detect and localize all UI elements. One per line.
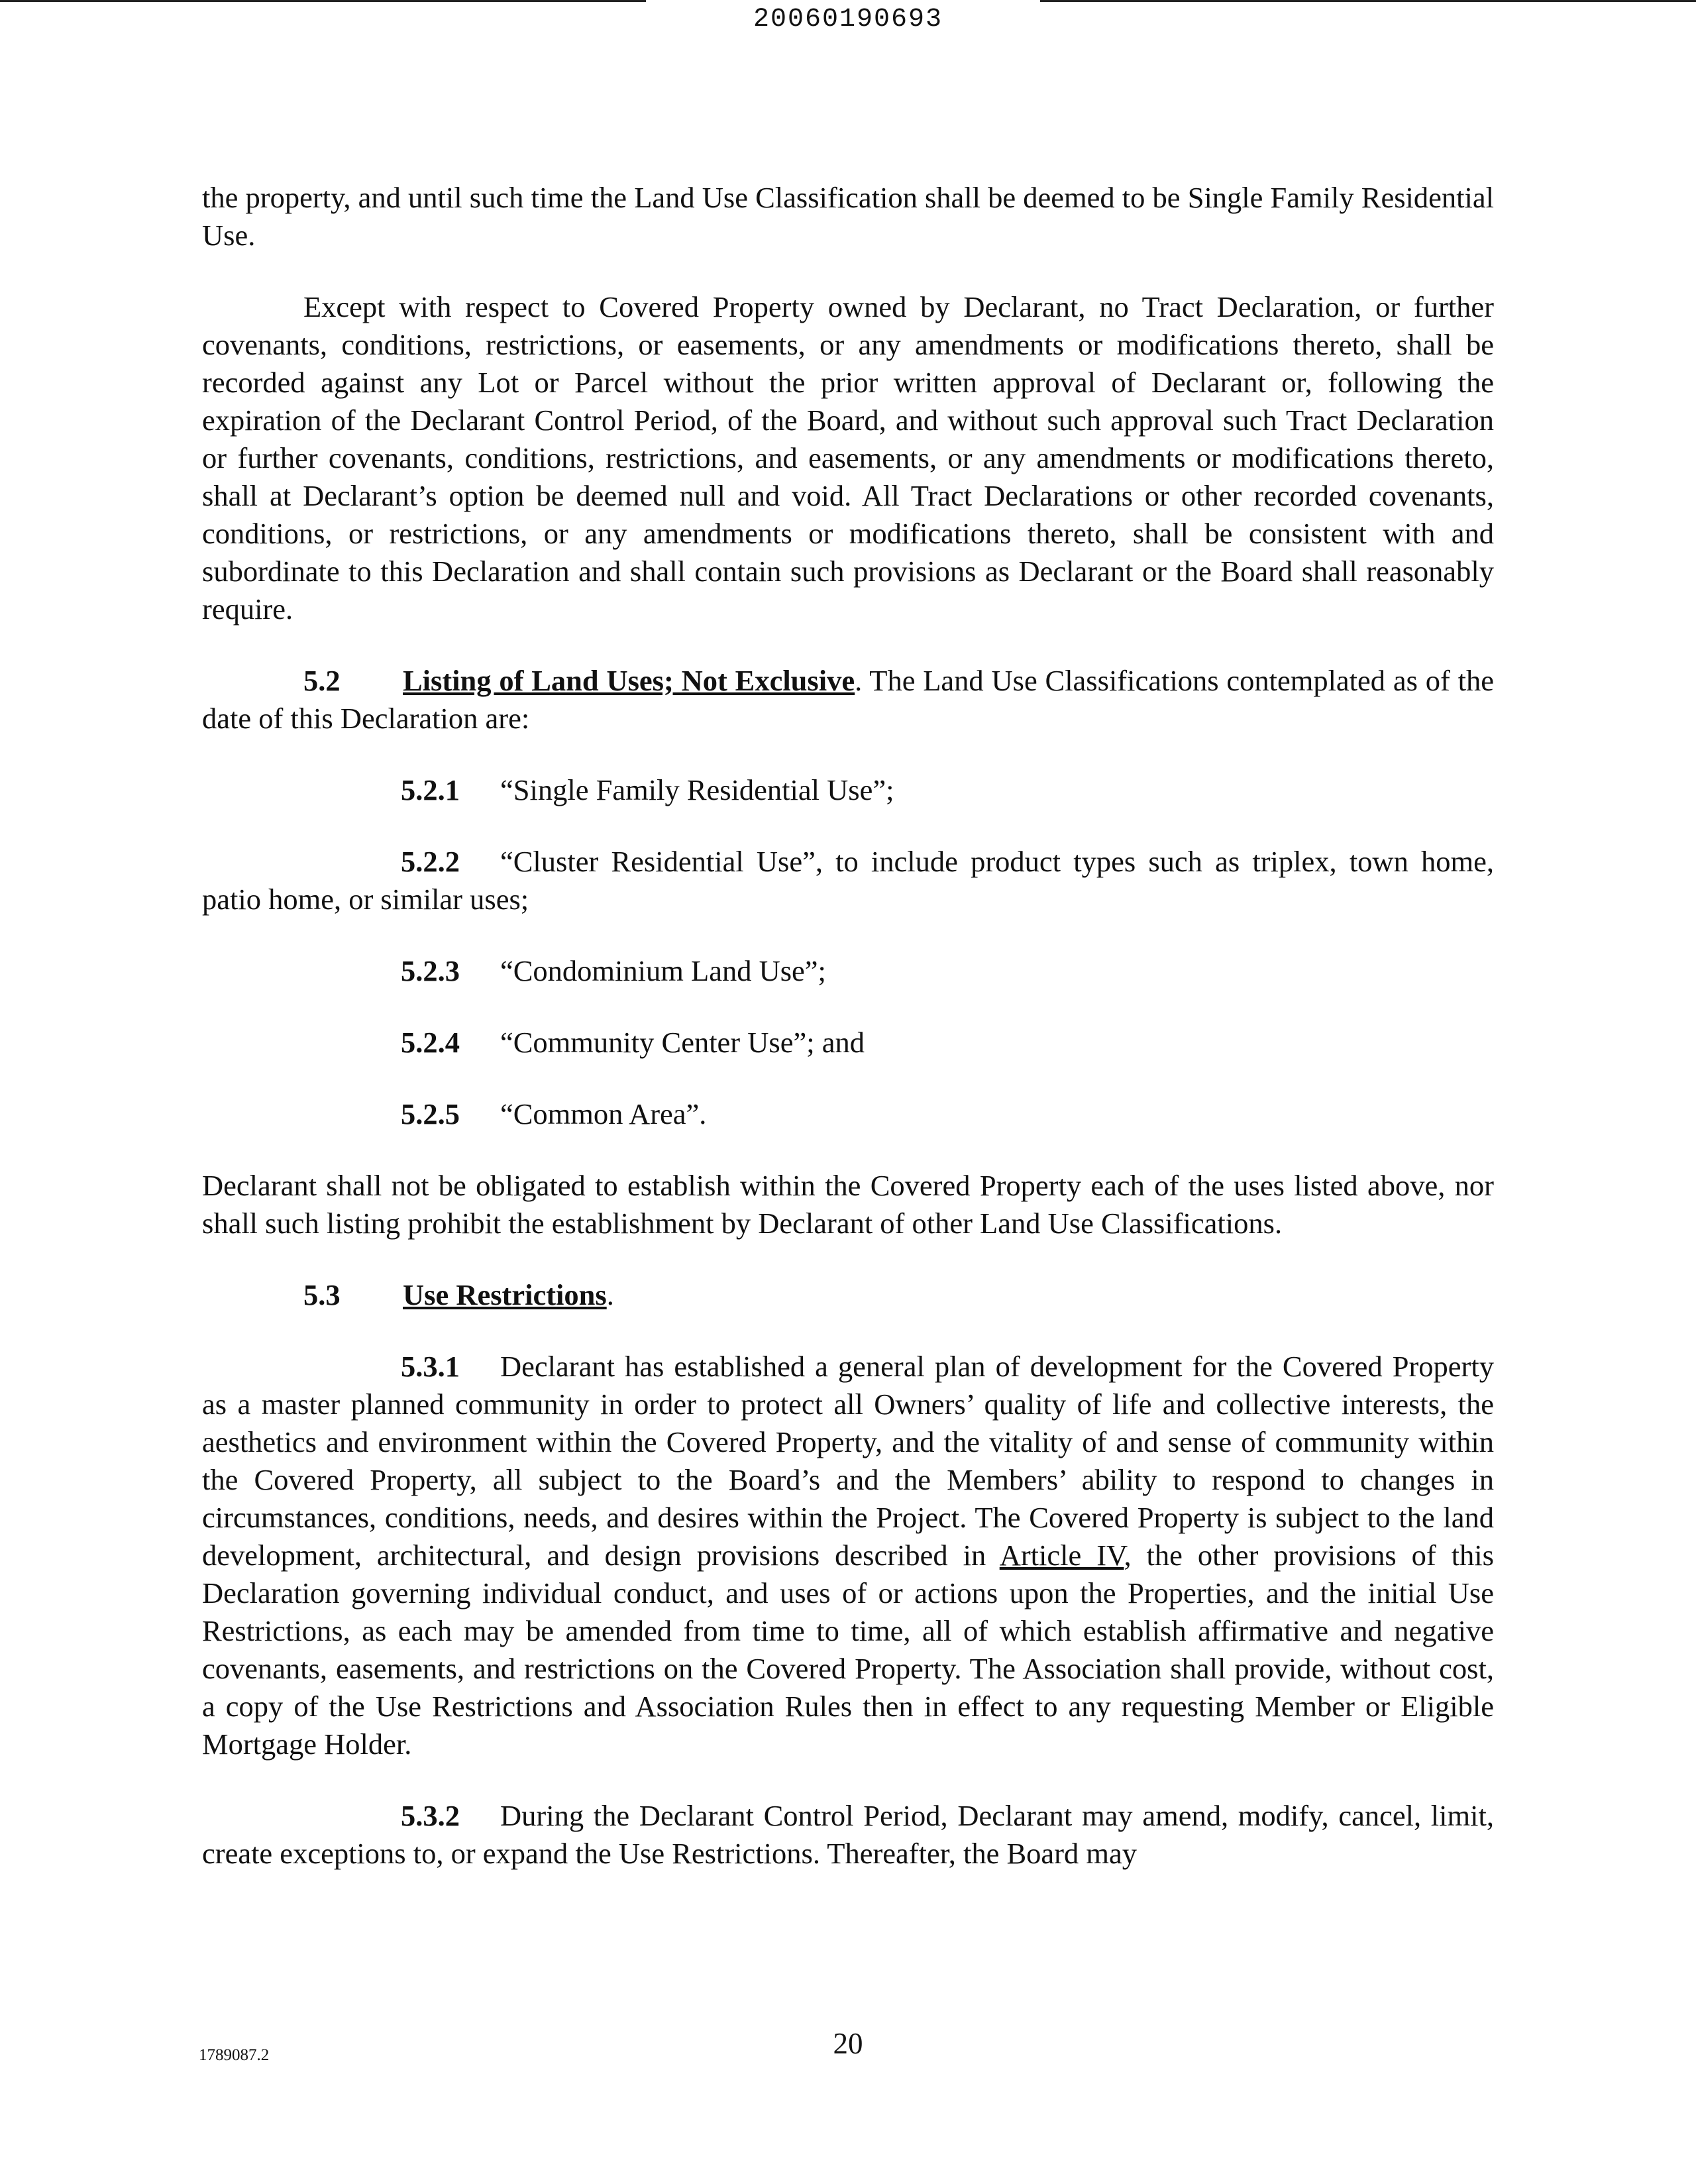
- section-text: . The Land Use Classifications contemplated as of the date of this Declaration are:: [202, 664, 1494, 735]
- item-number: 5.3.2: [401, 1799, 460, 1832]
- page-body: [202, 179, 1494, 1873]
- page-number: 20: [833, 2027, 863, 2060]
- list-item-5-2-4: [202, 1024, 1494, 1062]
- paragraph-tract-declarations: Except with respect to Covered Property owned by Declarant, no Tract Declaration, or further covenants, conditions, restrictions, or easements, or any amendments or modifications thereto, shall be recorded against any Lot or Parcel without the prior written approval of Declarant or, following the expiration of the Declarant Control Period, of the Board, and without such approval such Tract Declaration or further covenants, conditions, restrictions, and easements, or any amendments or modifications thereto, shall at Declarant’s option be deemed null and void. All Tract Declarations or other recorded covenants, conditions, or restrictions, or any amendments or modifications thereto, shall be consistent with and subordinate to this Declaration and shall contain such provisions as Declarant or the Board shall reasonably require.: [202, 290, 1494, 626]
- item-number: 5.2.2: [401, 845, 460, 878]
- paragraph-uses-listed: Declarant shall not be obligated to establish within the Covered Property each of the uses listed above, nor shall such listing prohibit the establishment by Declarant of other Land Use Classifications.: [202, 1169, 1494, 1240]
- paragraph-continued: the property, and until such time the Land Use Classification shall be deemed to be Single Family Residential Use.: [202, 181, 1494, 252]
- item-number: 5.3.1: [401, 1350, 460, 1383]
- section-5-3-2: [202, 1797, 1494, 1873]
- item-number: 5.2.1: [401, 773, 460, 806]
- section-text-a: Declarant has established a general plan of development for the Covered Property as a master planned community in order to protect all Owners’ quality of life and collective interests, the aesthetics and environment within the Covered Property, and the vitality of and sense of community within the Covered Property, all subject to the Board’s and the Members’ ability to respond to changes in circumstances, conditions, needs, and desires within the Project. The Covered Property is subject to the land development, architectural, and design provisions described in: [202, 1350, 1494, 1572]
- list-item-5-2-5: [202, 1095, 1494, 1133]
- item-number: 5.2.3: [401, 954, 460, 987]
- section-number: 5.2: [303, 664, 341, 697]
- section-5-2: [202, 662, 1494, 737]
- list-item-5-2-2: [202, 843, 1494, 918]
- item-text: “Common Area”.: [500, 1097, 707, 1130]
- item-number: 5.2.5: [401, 1097, 460, 1130]
- document-number: 20060190693: [753, 5, 943, 34]
- item-text: “Community Center Use”; and: [500, 1026, 865, 1059]
- section-5-3-1: [202, 1348, 1494, 1763]
- section-number: 5.3: [303, 1278, 341, 1311]
- section-title: Use Restrictions: [403, 1278, 607, 1311]
- item-number: 5.2.4: [401, 1026, 460, 1059]
- item-text: “Single Family Residential Use”;: [500, 773, 894, 806]
- list-item-5-2-3: [202, 952, 1494, 990]
- section-title: Listing of Land Uses; Not Exclusive: [403, 664, 855, 697]
- list-item-5-2-1: [202, 771, 1494, 809]
- header-rule-left: [0, 0, 646, 2]
- item-text: “Condominium Land Use”;: [500, 954, 826, 987]
- header-rule-right: [1040, 0, 1696, 2]
- footer-document-id: 1789087.2: [199, 2046, 270, 2064]
- section-text-b: , the other provisions of this Declaration governing individual conduct, and uses of or actions upon the Properties, and the initial Use Restrictions, as each may be amended from time to time, all of which establish affirmative and negative covenants, easements, and restrictions on the Covered Property. The Association shall provide, without cost, a copy of the Use Restrictions and Association Rules then in effect to any requesting Member or Eligible Mortgage Holder.: [202, 1539, 1494, 1761]
- section-5-3: 5.3 Use Restrictions.: [202, 1276, 1494, 1314]
- article-iv-reference: Article IV: [999, 1539, 1124, 1572]
- item-text: “Cluster Residential Use”, to include product types such as triplex, town home, patio home, or similar uses;: [202, 845, 1494, 916]
- section-text: During the Declarant Control Period, Declarant may amend, modify, cancel, limit, create exceptions to, or expand the Use Restrictions. Thereafter, the Board may: [202, 1799, 1494, 1870]
